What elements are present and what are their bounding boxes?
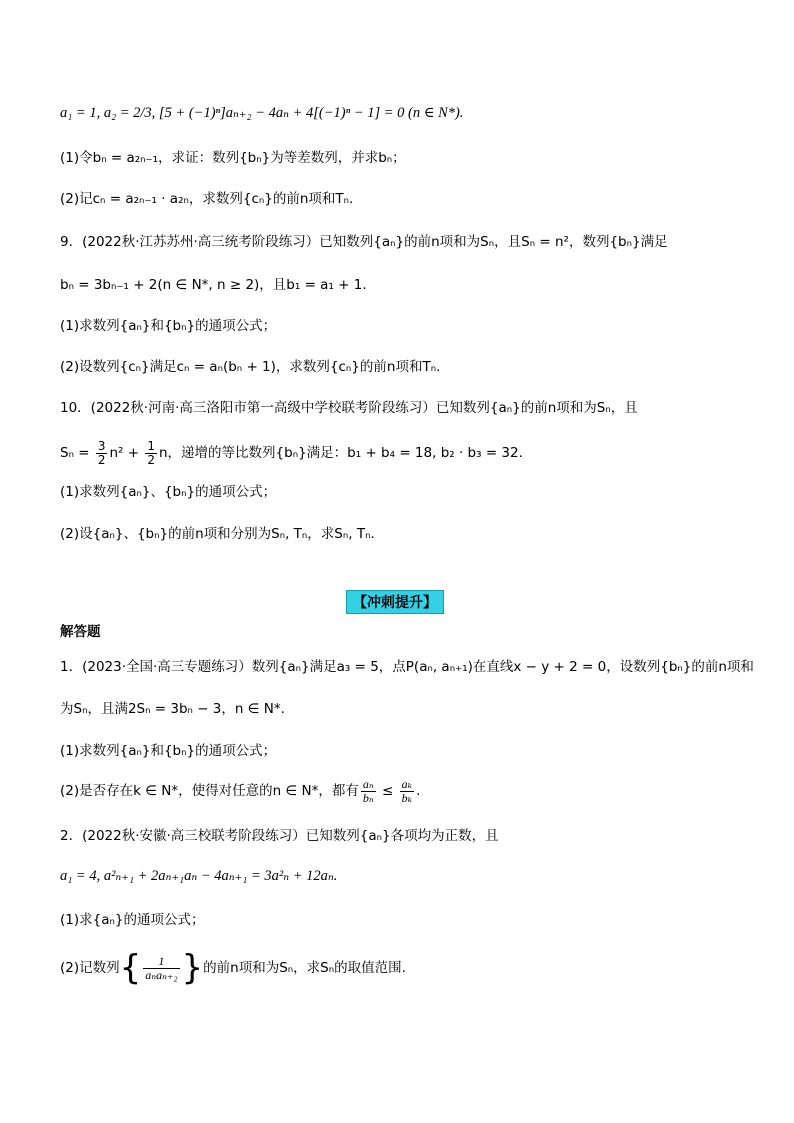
c1-question-1: (1)求数列{aₙ}和{bₙ}的通项公式； xyxy=(60,743,277,759)
c1-fraction-2 xyxy=(400,778,414,805)
c2-condition: a₁ = 4, a²ₙ₊₁ + 2aₙ₊₁aₙ − 4aₙ₊₁ = 3a²ₙ + 12aₙ. xyxy=(60,868,338,884)
c2-question-2 xyxy=(60,948,406,988)
p10-frac2-den: 2 xyxy=(147,452,155,467)
c2-q2-text-b: 的前n项和为Sₙ，求Sₙ的取值范围. xyxy=(203,960,406,976)
c2-frac-den: aₙaₙ₊₂ xyxy=(145,967,178,982)
c1-q2-text: (2)是否存在k ∈ N*，使得对任意的n ∈ N*，都有 xyxy=(60,783,359,799)
c1-frac2-num: aₖ xyxy=(401,776,413,791)
p10-heading: 10．(2022秋·河南·高三洛阳市第一高级中学校联考阶段练习）已知数列{aₙ}的前n项和为Sₙ，且 xyxy=(60,400,638,416)
c2-heading: 2．(2022秋·安徽·高三校联考阶段练习）已知数列{aₙ}各项均为正数，且 xyxy=(60,828,499,844)
c1-condition: 为Sₙ，且满2Sₙ = 3bₙ − 3，n ∈ N*. xyxy=(60,701,285,717)
c1-q2-le: ≤ xyxy=(377,783,398,799)
p8-question-2: (2)记cₙ = a₂ₙ₋₁ · a₂ₙ，求数列{cₙ}的前n项和Tₙ. xyxy=(60,191,354,207)
section-title: 解答题 xyxy=(60,624,101,640)
p10-cond-c: n，递增的等比数列{bₙ}满足：b₁ + b₄ = 18, b₂ · b₃ = 32. xyxy=(159,445,523,461)
p10-condition xyxy=(60,438,523,468)
right-brace: } xyxy=(181,948,204,988)
c2-q2-text-a: (2)记数列 xyxy=(60,960,120,976)
p10-frac1-den: 2 xyxy=(97,452,106,467)
p10-cond-a: Sₙ = xyxy=(60,445,94,461)
c2-question-1: (1)求{aₙ}的通项公式； xyxy=(60,912,205,928)
p9-question-2: (2)设数列{cₙ}满足cₙ = aₙ(bₙ + 1)，求数列{cₙ}的前n项和Tₙ. xyxy=(60,359,441,375)
p10-fraction-2 xyxy=(145,440,157,467)
p10-cond-b: n² + xyxy=(109,445,144,461)
c1-frac1-num: aₙ xyxy=(362,776,374,791)
c1-heading: 1．(2023·全国·高三专题练习）数列{aₙ}满足a₃ = 5，点P(aₙ, aₙ₊₁)在直线x − y + 2 = 0，设数列{bₙ}的前n项和 xyxy=(60,659,754,675)
c2-frac-num: 1 xyxy=(143,955,179,969)
p8-question-1: (1)令bₙ = a₂ₙ₋₁，求证：数列{bₙ}为等差数列，并求bₙ； xyxy=(60,150,406,166)
p10-fraction-1 xyxy=(96,440,108,467)
c2-fraction xyxy=(143,955,179,982)
p10-question-2: (2)设{aₙ}、{bₙ}的前n项和分别为Sₙ, Tₙ，求Sₙ, Tₙ. xyxy=(60,526,375,542)
c1-frac2-den: bₖ xyxy=(401,790,413,805)
c1-fraction-1 xyxy=(361,778,376,805)
p10-frac2-num: 1 xyxy=(147,438,155,453)
p10-frac1-num: 3 xyxy=(97,438,106,453)
c1-question-2 xyxy=(60,776,420,806)
sprint-banner: 【冲刺提升】 xyxy=(346,590,444,614)
p9-question-1: (1)求数列{aₙ}和{bₙ}的通项公式； xyxy=(60,318,277,334)
c1-q2-end: . xyxy=(416,783,421,799)
c1-frac1-den: bₙ xyxy=(362,790,374,805)
p9-heading: 9．(2022秋·江苏苏州·高三统考阶段练习）已知数列{aₙ}的前n项和为Sₙ，且Sₙ = n²，数列{bₙ}满足 xyxy=(60,234,668,250)
p9-condition: bₙ = 3bₙ₋₁ + 2(n ∈ N*, n ≥ 2)，且b₁ = a₁ + 1. xyxy=(60,277,367,293)
left-brace: { xyxy=(119,948,142,988)
p10-question-1: (1)求数列{aₙ}、{bₙ}的通项公式； xyxy=(60,484,277,500)
p8-condition: a₁ = 1, a₂ = 2/3, [5 + (−1)ⁿ]aₙ₊₂ − 4aₙ + 4[(−1)ⁿ − 1] = 0 (n ∈ N*). xyxy=(60,105,464,121)
